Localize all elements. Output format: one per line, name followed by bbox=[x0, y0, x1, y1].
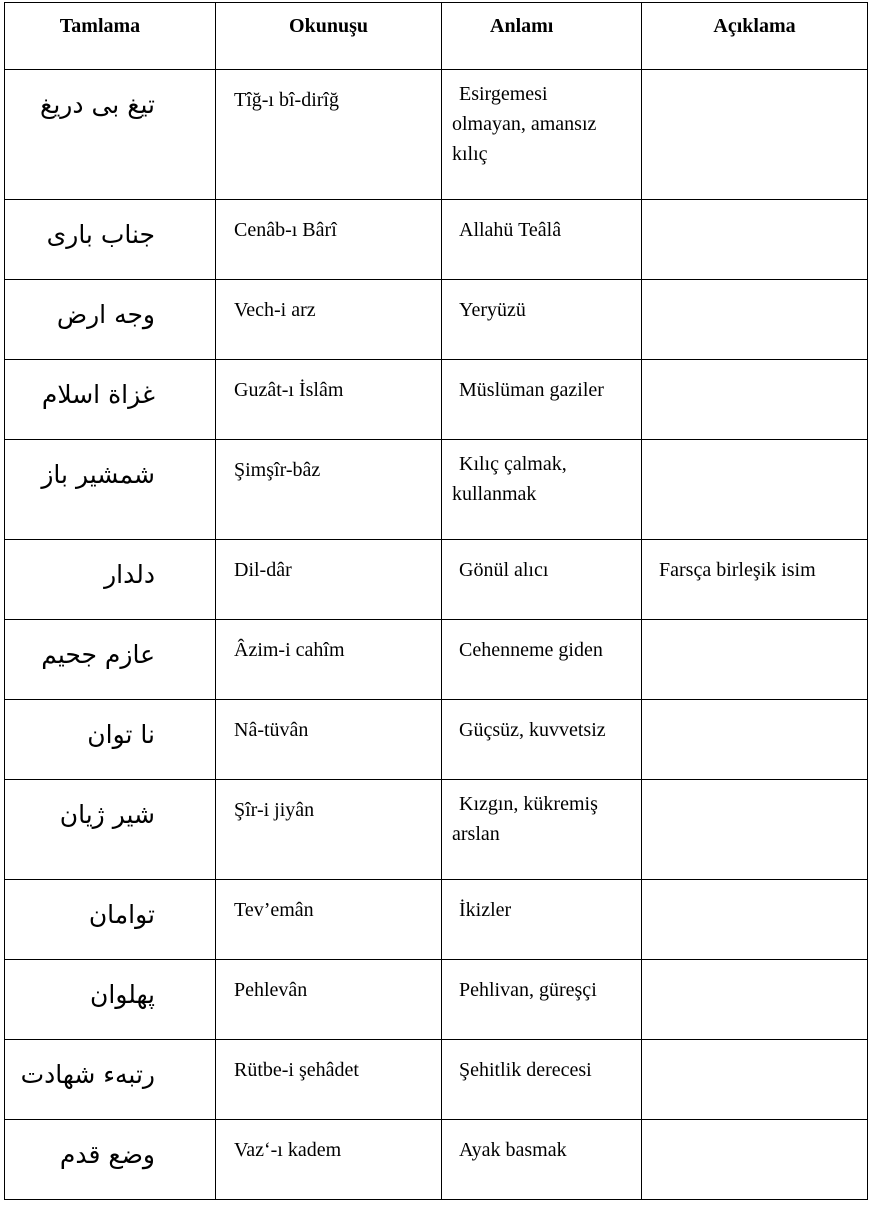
table-row bbox=[5, 1040, 868, 1120]
aciklama-cell bbox=[642, 1120, 868, 1200]
aciklama-cell bbox=[642, 280, 868, 360]
aciklama-cell bbox=[642, 620, 868, 700]
table-row bbox=[5, 540, 868, 620]
aciklama-cell bbox=[642, 880, 868, 960]
table-row bbox=[5, 1120, 868, 1200]
anlami-cell bbox=[442, 780, 642, 880]
okunusu-cell: Vaz‘-ı kadem bbox=[216, 1120, 442, 1200]
aciklama-cell bbox=[642, 200, 868, 280]
anlami-line: olmayan, amansız bbox=[452, 113, 597, 135]
aciklama-cell bbox=[642, 360, 868, 440]
anlami-cell bbox=[442, 540, 642, 620]
okunusu-cell: Tev’emân bbox=[216, 880, 442, 960]
okunusu-cell: Şimşîr-bâz bbox=[216, 440, 442, 540]
header-tamlama: Tamlama bbox=[5, 3, 216, 70]
header-aciklama: Açıklama bbox=[642, 3, 868, 70]
anlami-line: İkizler bbox=[459, 899, 512, 921]
anlami-cell bbox=[442, 1120, 642, 1200]
tamlama-cell: شیر ژیان bbox=[5, 780, 216, 880]
anlami-cell bbox=[442, 200, 642, 280]
tamlama-cell: وجه ارض bbox=[5, 280, 216, 360]
okunusu-cell: Vech-i arz bbox=[216, 280, 442, 360]
okunusu-cell: Nâ-tüvân bbox=[216, 700, 442, 780]
tamlama-cell: وضع قدم bbox=[5, 1120, 216, 1200]
aciklama-cell bbox=[642, 440, 868, 540]
aciklama-cell bbox=[642, 780, 868, 880]
tamlama-cell: تیغ بی دریغ bbox=[5, 70, 216, 200]
tamlama-cell: دلدار bbox=[5, 540, 216, 620]
vocabulary-table bbox=[4, 2, 868, 1200]
aciklama-cell bbox=[642, 700, 868, 780]
aciklama-cell bbox=[642, 70, 868, 200]
okunusu-cell: Pehlevân bbox=[216, 960, 442, 1040]
anlami-line: Yeryüzü bbox=[459, 299, 526, 321]
anlami-line: Gönül alıcı bbox=[459, 559, 549, 581]
header-row bbox=[5, 3, 868, 70]
table-row bbox=[5, 960, 868, 1040]
anlami-cell bbox=[442, 960, 642, 1040]
anlami-line: arslan bbox=[452, 823, 500, 845]
anlami-line: Şehitlik derecesi bbox=[459, 1059, 592, 1081]
aciklama-cell bbox=[642, 960, 868, 1040]
tamlama-cell: توامان bbox=[5, 880, 216, 960]
table-row bbox=[5, 440, 868, 540]
okunusu-cell: Şîr-i jiyân bbox=[216, 780, 442, 880]
anlami-cell bbox=[442, 620, 642, 700]
okunusu-cell: Cenâb-ı Bârî bbox=[216, 200, 442, 280]
anlami-line: Cehenneme giden bbox=[459, 639, 603, 661]
anlami-cell bbox=[442, 440, 642, 540]
anlami-cell bbox=[442, 70, 642, 200]
table-row bbox=[5, 70, 868, 200]
anlami-line: Ayak basmak bbox=[459, 1139, 567, 1161]
tamlama-cell: غزاة اسلام bbox=[5, 360, 216, 440]
anlami-line: Güçsüz, kuvvetsiz bbox=[459, 719, 606, 741]
table-row bbox=[5, 360, 868, 440]
header-okunusu: Okunuşu bbox=[216, 3, 442, 70]
anlami-cell bbox=[442, 700, 642, 780]
table-row bbox=[5, 620, 868, 700]
aciklama-cell bbox=[642, 1040, 868, 1120]
table-row bbox=[5, 700, 868, 780]
okunusu-cell: Guzât-ı İslâm bbox=[216, 360, 442, 440]
okunusu-cell: Âzim-i cahîm bbox=[216, 620, 442, 700]
anlami-line: kullanmak bbox=[452, 483, 537, 505]
anlami-line: Kılıç çalmak, bbox=[459, 453, 567, 475]
table-row bbox=[5, 880, 868, 960]
tamlama-cell: عازم جحیم bbox=[5, 620, 216, 700]
tamlama-cell: نا توان bbox=[5, 700, 216, 780]
header-anlami: Anlamı bbox=[442, 3, 642, 70]
okunusu-cell: Rütbe-i şehâdet bbox=[216, 1040, 442, 1120]
aciklama-cell: Farsça birleşik isim bbox=[642, 540, 868, 620]
anlami-line: Allahü Teâlâ bbox=[459, 219, 562, 241]
anlami-cell bbox=[442, 280, 642, 360]
table-row bbox=[5, 780, 868, 880]
anlami-line: Pehlivan, güreşçi bbox=[459, 979, 597, 1001]
anlami-line: Müslüman gaziler bbox=[459, 379, 604, 401]
tamlama-cell: رتبهء شهادت bbox=[5, 1040, 216, 1120]
anlami-cell bbox=[442, 880, 642, 960]
table-row bbox=[5, 280, 868, 360]
anlami-line: kılıç bbox=[452, 143, 488, 165]
okunusu-cell: Dil-dâr bbox=[216, 540, 442, 620]
anlami-line: Esirgemesi bbox=[459, 83, 548, 105]
table-row bbox=[5, 200, 868, 280]
anlami-cell bbox=[442, 1040, 642, 1120]
tamlama-cell: جناب باری bbox=[5, 200, 216, 280]
anlami-cell bbox=[442, 360, 642, 440]
anlami-line: Kızgın, kükremiş bbox=[459, 793, 598, 815]
tamlama-cell: پهلوان bbox=[5, 960, 216, 1040]
okunusu-cell: Tîğ-ı bî-dirîğ bbox=[216, 70, 442, 200]
tamlama-cell: شمشیر باز bbox=[5, 440, 216, 540]
